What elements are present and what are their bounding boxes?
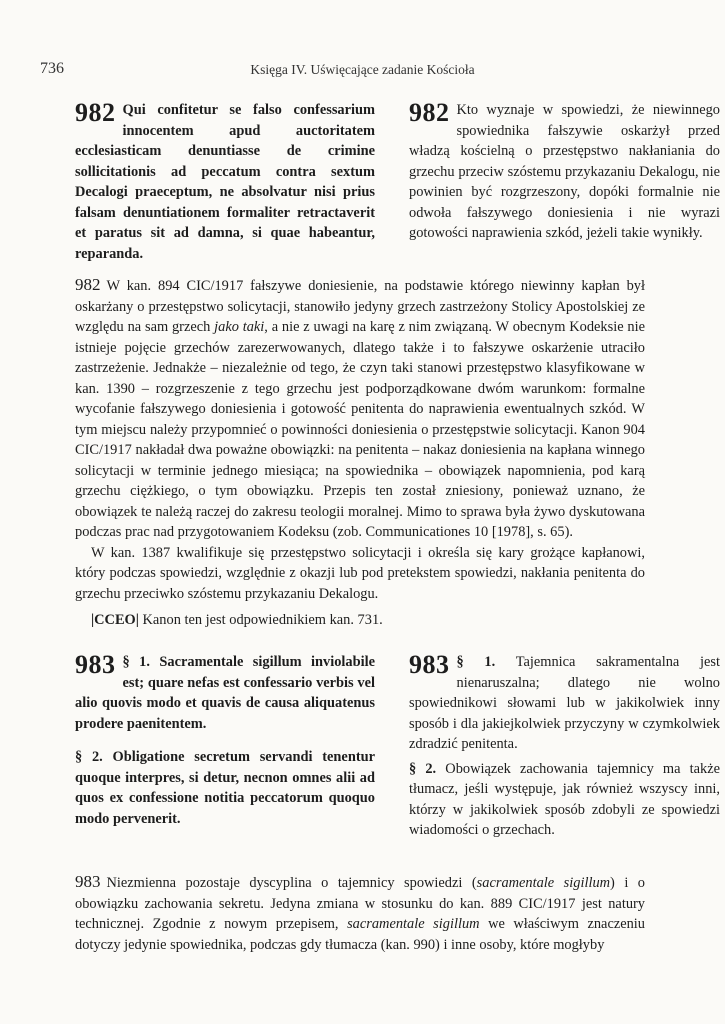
page-header xyxy=(40,60,685,82)
commentary-number: 982 xyxy=(75,275,101,294)
commentary-982-paragraph-1: 982 W kan. 894 CIC/1917 fałszywe doniesienie, na podstawie którego niewinny kapłan był oskarżany o przestępstwo solicytacji, stanowiło jedyny grzech zastrzeżony Stolicy Apostolskiej ze względu na sam grzech jako taki, a nie z uwagi na karę z nim związaną. W obecnym Kodeksie nie istnieje pojęcie grzechów zarezerwowanych, dlatego także i to fałszywe oskarżenie utraciło zastrzeżenie. Jednakże – niezależnie od tego, że czyn taki stanowi przestępstwo klasyfikowane w kan. 1390 – rozgrzeszenie z tego grzechu jest podporządkowane dwóm warunkom: formalne wycofanie fałszywego doniesienia i gotowość penitenta do naprawienia ewentualnych szkód. W tym miejscu należy przypomnieć o powinności doniesienia o przestępstwie solicytacji. Kanon 904 CIC/1917 nakładał dwa poważne obowiązki: na penitenta – nakaz doniesienia na kapłana winnego solicytacji w terminie jednego miesiąca; na spowiednika – obowiązek napomnienia, pod karą grzechu ciężkiego, o tym obowiązku. Przepis ten został zniesiony, ponieważ uznano, że obowiązek te należą raczej do zakresu teologii moralnej. Mimo to sprawa była żywo dyskutowana podczas prac nad przygotowaniem Kodeksu (zob. Communicationes 10 [1978], s. 65). xyxy=(75,275,646,540)
canon-983-polish-p1: 983 § 1. Tajemnica sakramentalna jest nienaruszalna; dlatego nie wolno spowiednikowi słowami lub w jakikolwiek inny sposób i dla jakiejkolwiek przyczyny w czymkolwiek zdradzić penitenta. xyxy=(409,650,720,752)
commentary-982 xyxy=(75,275,645,631)
canon-number: 983 xyxy=(409,650,450,679)
canon-982-polish-column xyxy=(409,100,720,244)
commentary-983 xyxy=(75,872,645,955)
canon-983-polish-column xyxy=(409,652,720,841)
cceo-reference: |CCEO| Kanon ten jest odpowiednikiem kan. 731. xyxy=(91,612,383,628)
page-number: 736 xyxy=(40,60,64,77)
canon-number: 982 xyxy=(409,98,450,127)
commentary-number: 983 xyxy=(75,872,101,891)
canon-983-latin-column xyxy=(75,652,375,829)
canon-number: 982 xyxy=(75,98,116,127)
running-title: Księga IV. Uświęcające zadanie Kościoła xyxy=(250,62,475,77)
canon-982-latin-column xyxy=(75,100,375,264)
commentary-983-paragraph-1: 983 Niezmienna pozostaje dyscyplina o tajemnicy spowiedzi (sacramentale sigillum) i o obowiązku zachowania sekretu. Jedyna zmiana w stosunku do kan. 889 CIC/1917 jest natury technicznej. Zgodnie z nowym przepisem, sacramentale sigillum we właściwym znaczeniu dotyczy jedynie spowiednika, podczas gdy tłumacza (kan. 990) i inne osoby, które mogłyby xyxy=(75,872,645,953)
canon-983-polish-p2: § 2. Obowiązek zachowania tajemnicy ma także tłumacz, jeśli występuje, jak również wszyscy inni, którzy w jakikolwiek sposób zdobyli ze spowiedzi wiadomości o grzechach. xyxy=(409,760,720,838)
canon-number: 983 xyxy=(75,650,116,679)
commentary-982-paragraph-2: W kan. 1387 kwalifikuje się przestępstwo solicytacji i określa się kary grożące kapłanowi, który podczas spowiedzi, względnie z okazji lub pod pretekstem spowiedzi, nakłania penitenta do grzechu przeciwko szóstemu przykazaniu Dekalogu. xyxy=(75,544,645,602)
cceo-label: |CCEO| xyxy=(91,612,139,628)
canon-982-polish: 982 Kto wyznaje w spowiedzi, że niewinnego spowiednika fałszywie oskarżył przed władzą kościelną o przestępstwo nakłaniania do grzechu przeciw szóstemu przykazaniu Dekalogu, nie powinien być rozgrzeszony, dopóki formalnie nie odwoła fałszywego doniesienia i nie wyrazi gotowości naprawienia szkód, jeżeli takie wynikły. xyxy=(409,98,720,241)
canon-983-latin-p2: § 2. Obligatione secretum servandi tenentur quoque interpres, si detur, necnon omnes alii ad quos ex confessione notitia peccatorum quoquo modo pervenerit. xyxy=(75,749,376,827)
canon-983-latin-p1: 983 § 1. Sacramentale sigillum inviolabile est; quare nefas est confessario verbis vel alio quovis modo et quavis de causa aliquatenus prodere paenitentem. xyxy=(75,650,375,732)
canon-982-latin: 982 Qui confitetur se falso confessarium innocentem apud auctoritatem ecclesiasticam denuntiasse de crimine sollicitationis ad peccatum contra sextum Decalogi praeceptum, ne absolvatur nisi prius falsam denuntiationem formaliter retractaverit et paratus sit ad damna, si quae habeantur, reparanda. xyxy=(75,98,375,262)
